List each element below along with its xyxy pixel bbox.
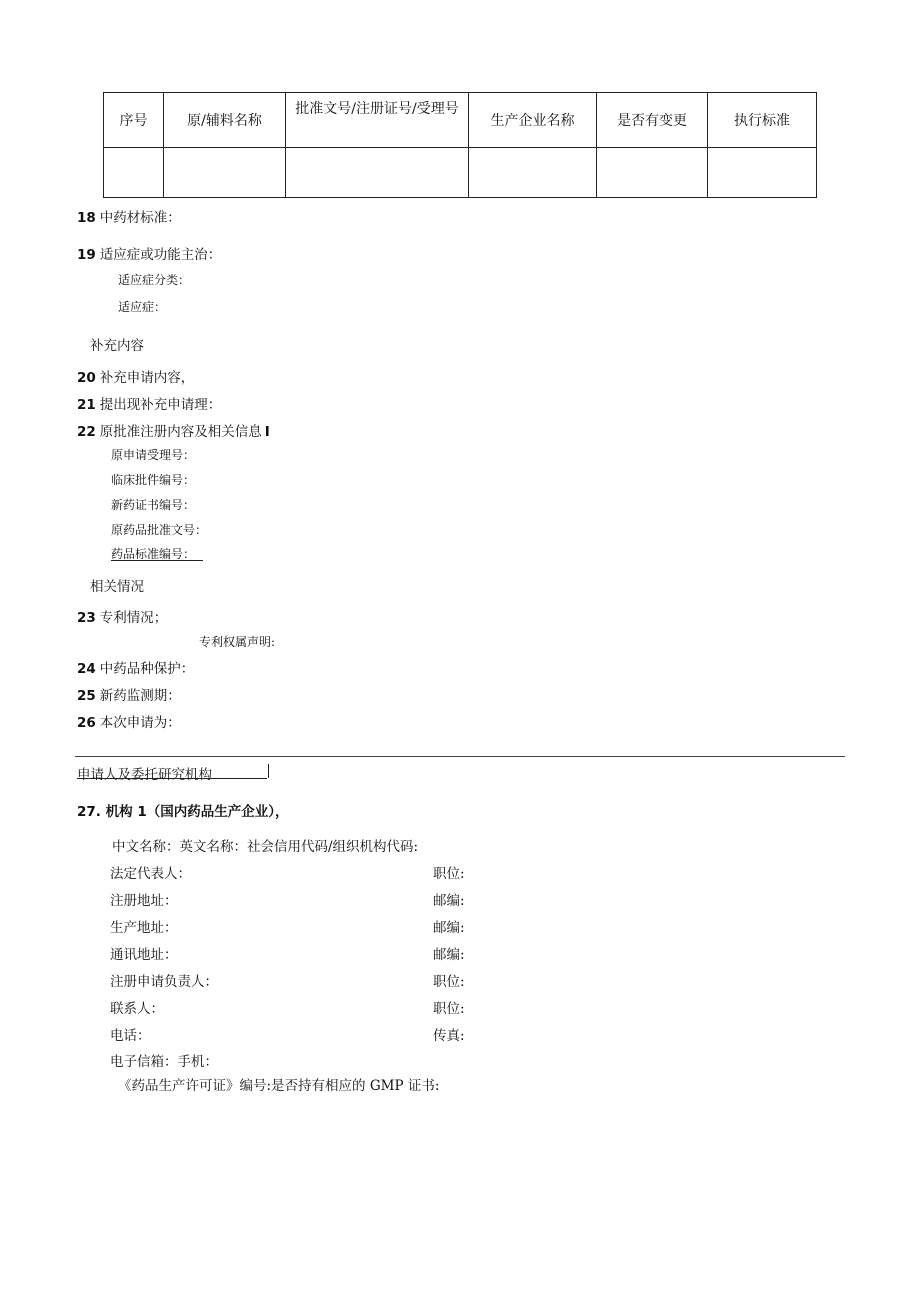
item-24 — [77, 657, 194, 677]
item-25-label: 新药监测期： — [99, 688, 181, 704]
table-cell — [597, 148, 708, 198]
item-20-label: 补充申请内容， — [99, 370, 195, 386]
original-drug-approval-number-field: 原药品批准文号： — [111, 523, 208, 537]
item-25 — [77, 684, 181, 704]
item-21 — [77, 393, 221, 413]
item-27-number: 27 — [77, 804, 96, 820]
patent-ownership-statement-field: 专利权属声明: — [199, 635, 276, 649]
mailing-postcode-field: 邮编: — [433, 947, 465, 963]
table-cell — [469, 148, 597, 198]
clinical-approval-number-field: 临床批件编号： — [111, 473, 196, 487]
registered-postcode-field: 邮编: — [433, 893, 465, 909]
col-header-index: 序号 — [104, 93, 164, 148]
section-title-applicant: 申请人及委托研究机构 — [77, 767, 212, 783]
table-cell — [164, 148, 286, 198]
table-header-row — [104, 93, 817, 148]
registration-manager-field: 注册申请负责人： — [110, 974, 218, 990]
production-address-field: 生产地址： — [110, 920, 178, 936]
item-22 — [77, 420, 270, 440]
contact-person-position-field: 职位: — [433, 1001, 465, 1017]
col-header-changed: 是否有变更 — [597, 93, 708, 148]
item-23 — [77, 606, 167, 626]
item-23-number: 23 — [77, 610, 96, 626]
section-title-related: 相关情况 — [90, 579, 144, 595]
col-header-approval-number: 批准文号/注册证号/受理号 — [286, 93, 469, 148]
table-row — [104, 148, 817, 198]
indication-field: 适应症： — [118, 300, 167, 314]
table-cell — [104, 148, 164, 198]
item-22-label: 原批准注册内容及相关信息 — [99, 424, 262, 440]
section-applicant-underline — [77, 778, 267, 779]
section-applicant-end-mark — [268, 764, 269, 778]
indication-category-field: 适应症分类： — [118, 273, 191, 287]
item-27-label: . 机构 1（国内药品生产企业）， — [95, 804, 289, 820]
registered-address-field: 注册地址： — [110, 893, 178, 909]
item-26 — [77, 711, 181, 731]
section-title-supplement: 补充内容 — [90, 338, 144, 354]
item-27 — [77, 800, 288, 820]
section-divider — [75, 756, 845, 757]
table-cell — [708, 148, 817, 198]
item-26-number: 26 — [77, 715, 96, 731]
fax-field: 传真: — [433, 1028, 465, 1044]
item-24-label: 中药品种保护： — [99, 661, 195, 677]
item-25-number: 25 — [77, 688, 96, 704]
phone-field: 电话： — [110, 1028, 151, 1044]
item-20-number: 20 — [77, 370, 96, 386]
item-23-label: 专利情况； — [99, 610, 168, 626]
item-19-label: 适应症或功能主治： — [99, 247, 222, 263]
item-21-number: 21 — [77, 397, 96, 413]
email-mobile-line: 电子信箱：手机： — [110, 1054, 218, 1070]
contact-person-field: 联系人： — [110, 1001, 164, 1017]
production-postcode-field: 邮编: — [433, 920, 465, 936]
item-20 — [77, 366, 194, 386]
new-drug-certificate-number-field: 新药证书编号： — [111, 498, 196, 512]
item-19-number: 19 — [77, 247, 96, 263]
item-18-label: 中药材标准： — [99, 210, 181, 226]
item-21-label: 提出现补充申请理： — [99, 397, 222, 413]
item-22-number: 22 — [77, 424, 96, 440]
item-18 — [77, 206, 181, 226]
drug-standard-underline — [111, 560, 203, 561]
legal-representative-field: 法定代表人： — [110, 866, 191, 882]
col-header-material-name: 原/辅料名称 — [164, 93, 286, 148]
item-19 — [77, 243, 221, 263]
org-names-line: 中文名称：英文名称：社会信用代码/组织机构代码: — [112, 839, 419, 855]
legal-representative-position-field: 职位: — [433, 866, 465, 882]
item-26-label: 本次申请为： — [99, 715, 181, 731]
license-gmp-line: 《药品生产许可证》编号:是否持有相应的 GMP 证书: — [118, 1078, 440, 1094]
table-cell — [286, 148, 469, 198]
col-header-standard: 执行标准 — [708, 93, 817, 148]
col-header-manufacturer: 生产企业名称 — [469, 93, 597, 148]
registration-manager-position-field: 职位: — [433, 974, 465, 990]
material-table — [103, 92, 817, 198]
item-18-number: 18 — [77, 210, 96, 226]
original-acceptance-number-field: 原申请受理号： — [111, 448, 196, 462]
drug-standard-number-field: 药品标准编号： — [111, 547, 196, 561]
mailing-address-field: 通讯地址： — [110, 947, 178, 963]
item-24-number: 24 — [77, 661, 96, 677]
item-22-mark: I — [264, 424, 270, 440]
